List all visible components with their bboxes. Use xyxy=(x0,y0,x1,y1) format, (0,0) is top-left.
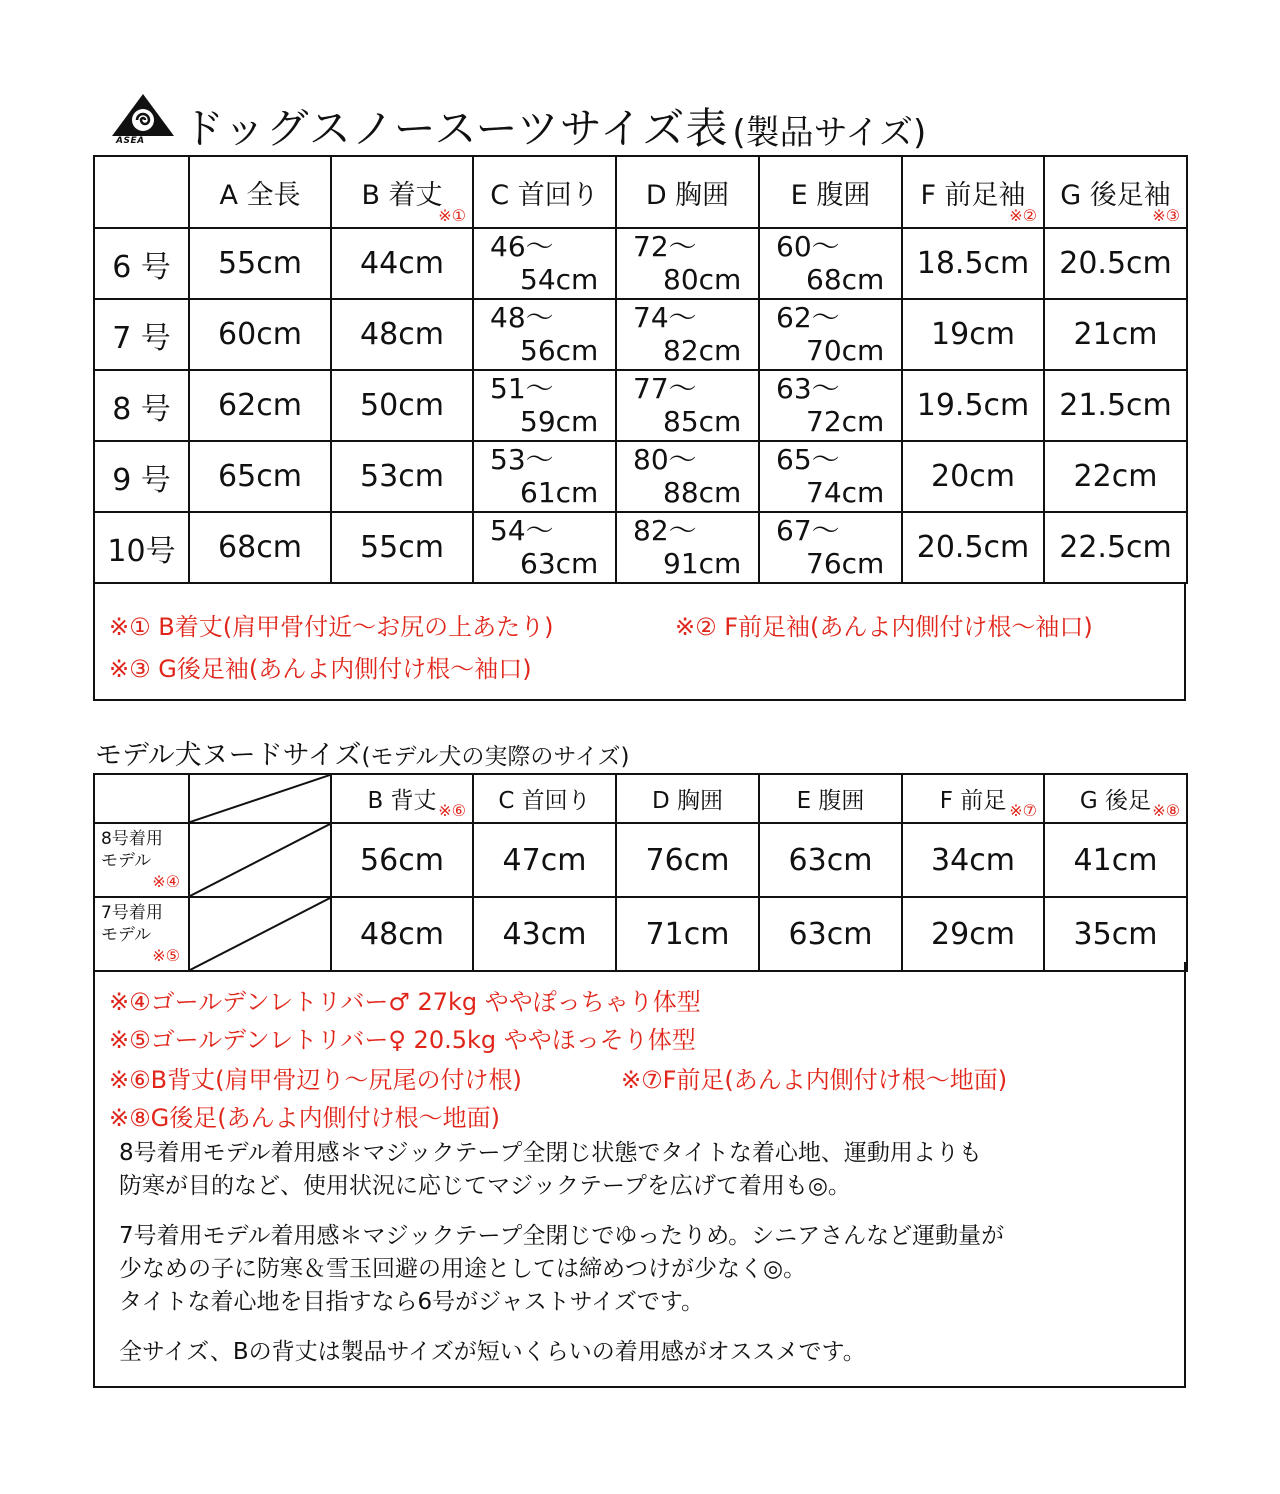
range-to: 54cm xyxy=(520,262,599,296)
col-header xyxy=(189,156,331,228)
cell-a: 68cm xyxy=(189,512,331,583)
diagonal-line xyxy=(190,898,330,970)
asea-logo-icon xyxy=(110,92,176,138)
col-label: E 腹囲 xyxy=(796,788,865,814)
range-to: 70cm xyxy=(806,333,885,367)
cell-c: 43cm xyxy=(473,897,616,971)
range-from: 63〜 xyxy=(776,372,840,406)
note-1: ※① B着丈(肩甲骨付近〜お尻の上あたり) xyxy=(109,613,554,641)
cell-c: 47cm xyxy=(473,823,616,897)
diagonal-line xyxy=(190,775,330,822)
table-row xyxy=(94,228,1187,299)
page-title-sub: (製品サイズ) xyxy=(732,113,927,153)
note-mark: ※② xyxy=(1009,206,1037,225)
model-label-line: モデル xyxy=(101,925,152,946)
note-3: ※③ G後足袖(あんよ内側付け根〜袖口) xyxy=(109,655,532,683)
cell-g: 22cm xyxy=(1044,441,1187,512)
col-label: B 着丈 xyxy=(361,179,443,211)
range-to: 72cm xyxy=(806,404,885,438)
note-mark: ※① xyxy=(438,206,466,225)
col-header xyxy=(331,156,473,228)
cell-e xyxy=(759,228,902,299)
diagonal-cell xyxy=(189,774,331,823)
range-from: 65〜 xyxy=(776,443,840,477)
model-label xyxy=(94,823,189,897)
diagonal-line xyxy=(190,824,330,896)
range-from: 46〜 xyxy=(490,230,554,264)
cell-f: 19cm xyxy=(902,299,1044,370)
range-from: 54〜 xyxy=(490,514,554,548)
range-to: 59cm xyxy=(520,404,599,438)
range-from: 82〜 xyxy=(633,514,697,548)
note-mark: ※④ xyxy=(152,872,180,892)
note-mark: ※⑤ xyxy=(152,946,180,966)
range-from: 51〜 xyxy=(490,372,554,406)
cell-d xyxy=(616,228,759,299)
range-to: 88cm xyxy=(663,475,742,509)
col-label: G 後足袖 xyxy=(1060,179,1171,211)
col-header xyxy=(616,774,759,823)
cell-c xyxy=(473,370,616,441)
cell-g: 21.5cm xyxy=(1044,370,1187,441)
model-label-line: モデル xyxy=(101,851,152,872)
cell-c xyxy=(473,441,616,512)
col-header xyxy=(473,774,616,823)
model-table xyxy=(93,773,1188,972)
table-row xyxy=(94,441,1187,512)
range-from: 60〜 xyxy=(776,230,840,264)
range-to: 74cm xyxy=(806,475,885,509)
cell-a: 55cm xyxy=(189,228,331,299)
col-label: B 背丈 xyxy=(367,788,437,814)
cell-b: 53cm xyxy=(331,441,473,512)
col-label: C 首回り xyxy=(498,788,591,814)
col-header xyxy=(473,156,616,228)
cell-e xyxy=(759,299,902,370)
cell-f: 29cm xyxy=(902,897,1044,971)
cell-c xyxy=(473,299,616,370)
col-label: G 後足 xyxy=(1079,788,1152,814)
range-to: 63cm xyxy=(520,546,599,580)
size-label: 6 号 xyxy=(94,228,189,299)
cell-b: 55cm xyxy=(331,512,473,583)
table-row xyxy=(94,299,1187,370)
comment-line: 少なめの子に防寒＆雪玉回避の用途としては締めつけが少なく◎。 xyxy=(119,1256,807,1282)
model-title: モデル犬ヌードサイズ xyxy=(95,740,362,771)
note-5: ※⑤ゴールデンレトリバー♀ 20.5kg ややほっそり体型 xyxy=(109,1026,696,1054)
corner-cell xyxy=(94,156,189,228)
cell-a: 60cm xyxy=(189,299,331,370)
range-to: 82cm xyxy=(663,333,742,367)
col-header xyxy=(1044,774,1187,823)
diagonal-cell xyxy=(189,823,331,897)
note-7: ※⑦F前足(あんよ内側付け根〜地面) xyxy=(621,1066,1008,1094)
cell-g: 20.5cm xyxy=(1044,228,1187,299)
col-label: C 首回り xyxy=(490,179,599,211)
comment-all: 全サイズ、Bの背丈は製品サイズが短いくらいの着用感がオススメです。 xyxy=(119,1339,866,1365)
col-header xyxy=(759,156,902,228)
logo-text: ASEA xyxy=(116,136,145,146)
col-label: F 前足袖 xyxy=(920,179,1026,211)
cell-f: 19.5cm xyxy=(902,370,1044,441)
cell-f: 20.5cm xyxy=(902,512,1044,583)
cell-b: 48cm xyxy=(331,897,473,971)
cell-f: 20cm xyxy=(902,441,1044,512)
page-title: ドッグスノースーツサイズ表 xyxy=(182,104,729,153)
cell-e xyxy=(759,370,902,441)
col-label: D 胸囲 xyxy=(645,179,730,211)
col-label: E 腹囲 xyxy=(790,179,871,211)
note-mark: ※⑦ xyxy=(1009,801,1037,820)
range-to: 56cm xyxy=(520,333,599,367)
cell-e: 63cm xyxy=(759,897,902,971)
range-to: 68cm xyxy=(806,262,885,296)
col-label: A 全長 xyxy=(219,179,301,211)
model-section-title xyxy=(95,733,629,772)
col-label: D 胸囲 xyxy=(651,788,724,814)
diagonal-cell xyxy=(189,897,331,971)
range-from: 48〜 xyxy=(490,301,554,335)
range-from: 67〜 xyxy=(776,514,840,548)
cell-a: 62cm xyxy=(189,370,331,441)
cell-e xyxy=(759,512,902,583)
model-label-line: 8号着用 xyxy=(101,829,163,849)
size-label: 8 号 xyxy=(94,370,189,441)
size-notes xyxy=(93,583,1186,701)
note-6: ※⑥B背丈(肩甲骨辺り〜尻尾の付け根) xyxy=(109,1066,522,1094)
model-table-header xyxy=(94,774,1187,823)
table-row xyxy=(94,512,1187,583)
comment-line: 7号着用モデル着用感＊マジックテープ全閉じでゆったりめ。シニアさんなど運動量が xyxy=(119,1223,1005,1249)
cell-b: 50cm xyxy=(331,370,473,441)
range-from: 80〜 xyxy=(633,443,697,477)
size-table xyxy=(93,155,1188,584)
col-header xyxy=(902,774,1044,823)
cell-g: 22.5cm xyxy=(1044,512,1187,583)
note-mark: ※③ xyxy=(1152,206,1180,225)
col-header xyxy=(331,774,473,823)
size-label: 9 号 xyxy=(94,441,189,512)
cell-a: 65cm xyxy=(189,441,331,512)
size-label: 7 号 xyxy=(94,299,189,370)
cell-e: 63cm xyxy=(759,823,902,897)
comment-7-model xyxy=(119,1220,1004,1319)
col-header xyxy=(759,774,902,823)
col-header xyxy=(902,156,1044,228)
model-label xyxy=(94,897,189,971)
range-from: 77〜 xyxy=(633,372,697,406)
cell-b: 48cm xyxy=(331,299,473,370)
cell-f: 34cm xyxy=(902,823,1044,897)
table-row xyxy=(94,370,1187,441)
range-to: 76cm xyxy=(806,546,885,580)
corner-cell xyxy=(94,774,189,823)
cell-e xyxy=(759,441,902,512)
cell-d xyxy=(616,370,759,441)
range-to: 61cm xyxy=(520,475,599,509)
comment-line: タイトな着心地を目指すなら6号がジャストサイズです。 xyxy=(119,1289,705,1315)
model-title-sub: (モデル犬の実際のサイズ) xyxy=(361,744,630,770)
cell-c xyxy=(473,228,616,299)
note-4: ※④ゴールデンレトリバー♂ 27kg ややぽっちゃり体型 xyxy=(109,988,701,1016)
title-row xyxy=(110,92,927,153)
col-label: F 前足 xyxy=(939,788,1007,814)
asea-logo xyxy=(110,92,176,150)
cell-f: 18.5cm xyxy=(902,228,1044,299)
cell-d: 76cm xyxy=(616,823,759,897)
cell-b: 56cm xyxy=(331,823,473,897)
cell-g: 41cm xyxy=(1044,823,1187,897)
size-table-header xyxy=(94,156,1187,228)
col-header xyxy=(1044,156,1187,228)
size-label: 10号 xyxy=(94,512,189,583)
col-header xyxy=(616,156,759,228)
range-from: 53〜 xyxy=(490,443,554,477)
cell-d xyxy=(616,441,759,512)
cell-d xyxy=(616,512,759,583)
range-from: 72〜 xyxy=(633,230,697,264)
range-from: 74〜 xyxy=(633,301,697,335)
range-to: 85cm xyxy=(663,404,742,438)
cell-g: 21cm xyxy=(1044,299,1187,370)
comment-line: 8号着用モデル着用感＊マジックテープ全閉じ状態でタイトな着心地、運動用よりも xyxy=(119,1140,982,1166)
cell-g: 35cm xyxy=(1044,897,1187,971)
cell-d xyxy=(616,299,759,370)
comment-line: 防寒が目的など、使用状況に応じてマジックテープを広げて着用も◎。 xyxy=(119,1173,851,1199)
cell-d: 71cm xyxy=(616,897,759,971)
cell-c xyxy=(473,512,616,583)
note-2: ※② F前足袖(あんよ内側付け根〜袖口) xyxy=(675,613,1093,641)
range-to: 91cm xyxy=(663,546,742,580)
range-from: 62〜 xyxy=(776,301,840,335)
note-mark: ※⑥ xyxy=(438,801,466,820)
table-row xyxy=(94,897,1187,971)
model-label-line: 7号着用 xyxy=(101,903,163,923)
table-row xyxy=(94,823,1187,897)
cell-b: 44cm xyxy=(331,228,473,299)
note-8: ※⑧G後足(あんよ内側付け根〜地面) xyxy=(109,1104,500,1132)
range-to: 80cm xyxy=(663,262,742,296)
note-mark: ※⑧ xyxy=(1152,801,1180,820)
model-notes xyxy=(93,962,1186,1388)
comment-8-model xyxy=(119,1137,982,1203)
